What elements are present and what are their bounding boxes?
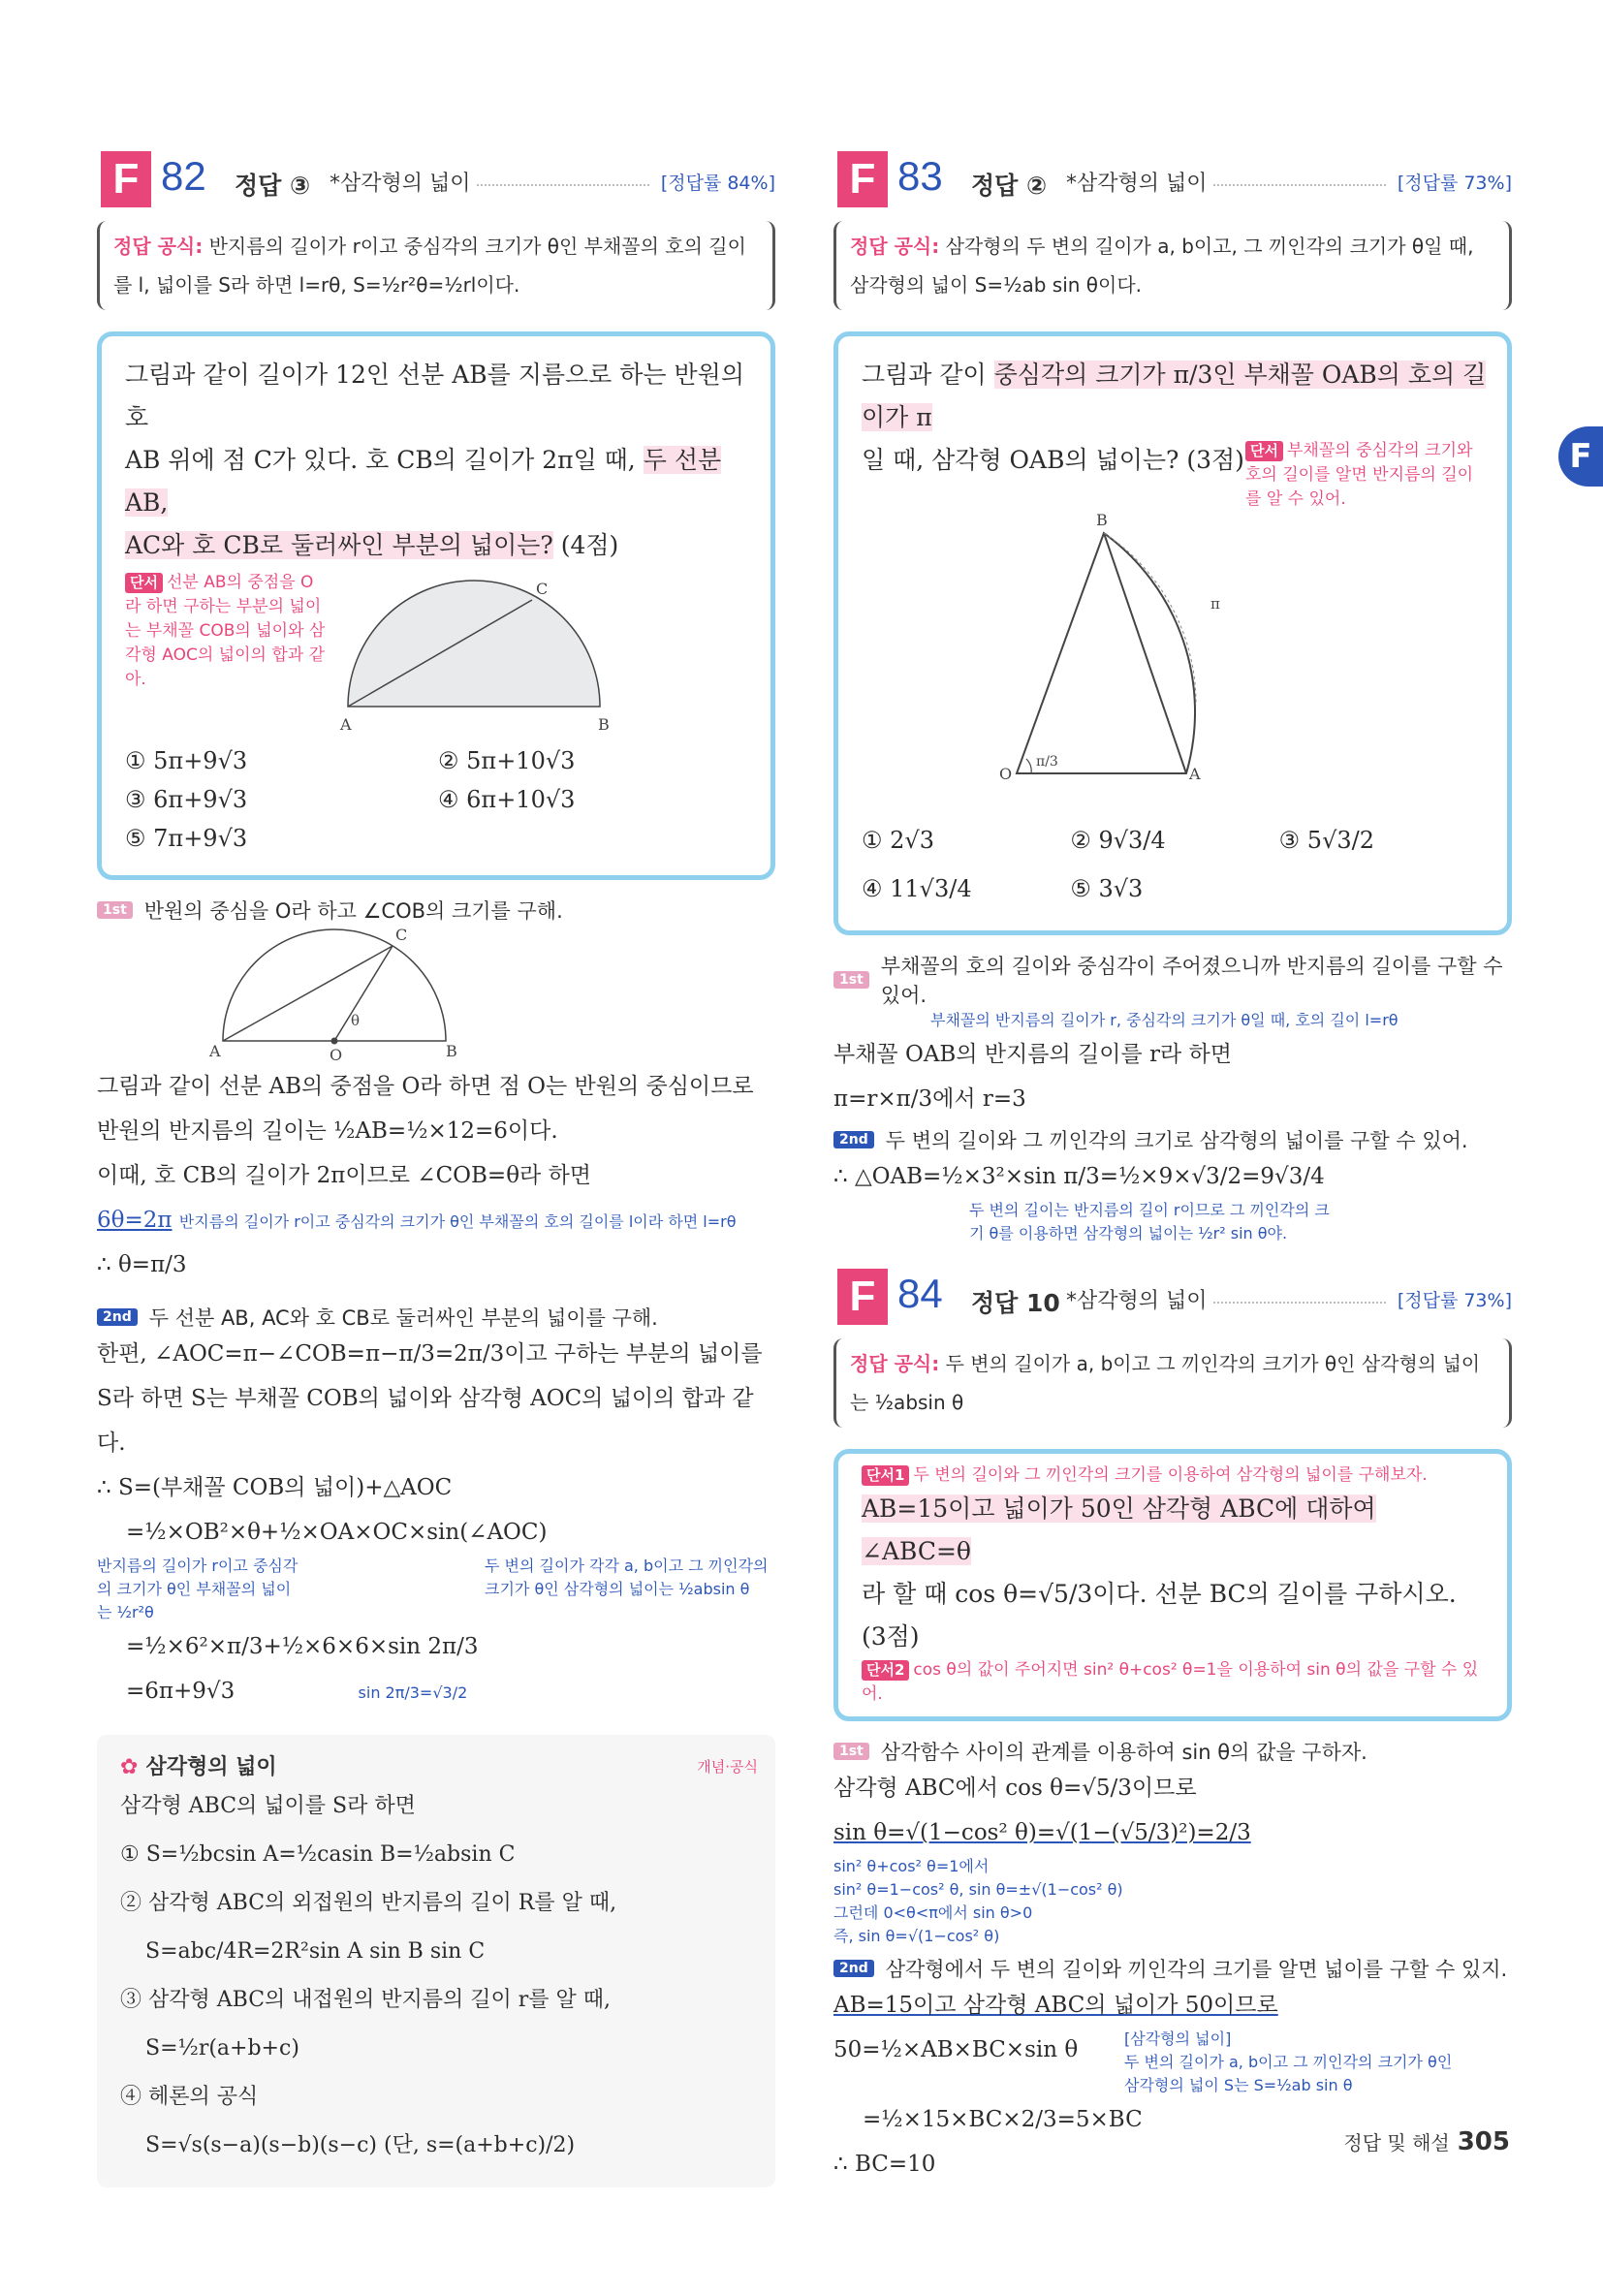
q82-step1-text: 반원의 중심을 O라 하고 ∠COB의 크기를 구해. xyxy=(143,899,563,923)
q84-step1-text: 삼각함수 사이의 관계를 이용하여 sin θ의 값을 구하자. xyxy=(880,1741,1367,1764)
q83-topic: *삼각형의 넓이 xyxy=(1066,172,1208,196)
q83-dotted-line xyxy=(1213,184,1386,186)
side-tab-f: F xyxy=(1558,426,1603,487)
q82-answer: 정답 ③ xyxy=(235,172,311,200)
q83-sol-line2: π=r×π/3에서 r=3 xyxy=(833,1086,1026,1112)
q82-sol9-note2: 두 변의 길이가 각각 a, b이고 그 끼인각의 크기가 θ인 삼각형의 넓이는 ½absin θ xyxy=(485,1557,769,1598)
q84-sol-line3: AB=15이고 삼각형 ABC의 넓이가 50이므로 xyxy=(833,1993,1278,2018)
q83-badge: F xyxy=(837,151,888,207)
q82-sol-line4 xyxy=(97,1198,775,1242)
q83-header xyxy=(833,145,1512,215)
q83-rate: [정답률 73%] xyxy=(1397,173,1512,194)
page-number: 305 xyxy=(1457,2127,1510,2156)
q82-formula-text: 반지름의 길이가 r이고 중심각의 크기가 θ인 부채꼴의 호의 길이를 l, 넓이를 S라 하면 l=rθ, S=½r²θ=½rl이다. xyxy=(113,235,746,297)
q82-hint xyxy=(125,571,329,736)
q83-step2-tag: 2nd xyxy=(833,1131,874,1148)
q83-problem-highlight: 중심각의 크기가 π/3인 부채꼴 OAB의 호의 길이가 π xyxy=(862,361,1487,431)
q82-badge: F xyxy=(101,151,151,207)
q82-choice-4[interactable]: ④ 6π+10√3 xyxy=(438,786,576,813)
q84-problem-highlight: AB=15이고 넓이가 50인 삼각형 ABC에 대하여 ∠ABC=θ xyxy=(862,1494,1376,1565)
q82-sol11-eq: =6π+9√3 xyxy=(126,1679,236,1704)
question-82 xyxy=(97,145,775,2187)
q84-sol2-note3: 그런데 0<θ<π에서 sin θ>0 xyxy=(833,1903,1033,1922)
q82-sol-line2: 반원의 반지름의 길이는 ½AB=½×12=6이다. xyxy=(97,1118,558,1144)
q82-choice-3[interactable]: ③ 6π+9√3 xyxy=(125,786,248,813)
q82-choices xyxy=(125,741,751,858)
q83-step1 xyxy=(833,951,1512,1009)
q82-sol9-note1: 반지름의 길이가 r이고 중심각의 크기가 θ인 부채꼴의 넓이는 ½r²θ xyxy=(97,1557,299,1621)
q83-formula-label: 정답 공식: xyxy=(850,235,940,258)
q82-step2 xyxy=(97,1303,775,1332)
flower-icon: ✿ xyxy=(120,1755,139,1779)
q83-sol-line1: 부채꼴 OAB의 반지름의 길이를 r라 하면 xyxy=(833,1042,1232,1067)
q84-sol-line1: 삼각형 ABC에서 cos θ=√5/3이므로 xyxy=(833,1776,1197,1801)
q82-formula-box xyxy=(97,221,775,310)
q82-label-a: A xyxy=(340,715,352,734)
q84-step1-tag: 1st xyxy=(833,1743,869,1760)
q82-choice-5[interactable]: ⑤ 7π+9√3 xyxy=(125,825,248,852)
q82-sol-label-theta: θ xyxy=(351,1012,361,1029)
q83-label-a: A xyxy=(1189,765,1201,783)
q82-solution-part2 xyxy=(97,1332,775,1714)
q82-sol-line5: ∴ θ=π/3 xyxy=(97,1252,187,1277)
q84-hint2-text: cos θ의 값이 주어지면 sin² θ+cos² θ=1을 이용하여 sin θ의 값을 구할 수 있어. xyxy=(862,1660,1479,1704)
q82-problem-points: (4점) xyxy=(560,531,619,559)
q82-sol-line1: 그림과 같이 선분 AB의 중점을 O라 하면 점 O는 반원의 중심이므로 xyxy=(97,1074,754,1099)
q82-sol-line11 xyxy=(97,1669,775,1714)
q82-hint-tag: 단서 xyxy=(125,573,163,593)
concept-intro: 삼각형 ABC의 넓이를 S라 하면 xyxy=(120,1794,416,1818)
q83-problem-line1 xyxy=(862,354,1488,439)
q82-problem-line2-text: AB 위에 점 C가 있다. 호 CB의 길이가 2π일 때, xyxy=(125,446,636,474)
q84-step2 xyxy=(833,1954,1512,1983)
q82-problem-line1: 그림과 같이 길이가 12인 선분 AB를 지름으로 하는 반원의 호 xyxy=(125,361,744,431)
q82-sol-line3: 이때, 호 CB의 길이가 2π이므로 ∠COB=θ라 하면 xyxy=(97,1163,592,1188)
q83-choice-4[interactable]: ④ 11√3/4 xyxy=(862,875,972,902)
q84-sol3-note-title: [삼각형의 넓이] xyxy=(1124,2029,1232,2048)
question-83 xyxy=(833,145,1512,1245)
q84-topic: *삼각형의 넓이 xyxy=(1066,1289,1208,1313)
q84-rate: [정답률 73%] xyxy=(1397,1290,1512,1311)
q82-concept-box xyxy=(97,1735,775,2187)
q84-formula-label: 정답 공식: xyxy=(850,1352,940,1375)
q82-sol4-eq: 6θ=2π xyxy=(97,1208,173,1233)
q83-hint xyxy=(1245,439,1488,512)
concept-tag: 개념·공식 xyxy=(697,1758,758,1776)
q83-choice-3[interactable]: ③ 5√3/2 xyxy=(1278,827,1374,854)
q84-problem-line2: 라 할 때 cos θ=√5/3이다. 선분 BC의 길이를 구하시오. (3점) xyxy=(862,1580,1457,1651)
q84-dotted-line xyxy=(1213,1302,1386,1304)
q82-dotted-line xyxy=(477,184,649,186)
q82-sol9-notes xyxy=(97,1555,775,1624)
q82-problem-line2 xyxy=(125,439,751,524)
q83-choice-2[interactable]: ② 9√3/4 xyxy=(1070,827,1166,854)
q84-sol-line6: ∴ BC=10 xyxy=(833,2152,936,2177)
q84-hint1 xyxy=(862,1463,1488,1488)
q84-header xyxy=(833,1263,1512,1333)
q82-formula-label: 정답 공식: xyxy=(113,235,204,258)
q84-step2-text: 삼각형에서 두 변의 길이와 끼인각의 크기를 알면 넓이를 구할 수 있지. xyxy=(885,1958,1508,1981)
q82-number: 82 xyxy=(161,153,206,199)
q83-problem-line2-row xyxy=(862,439,1488,512)
q83-solution-part2 xyxy=(833,1154,1512,1245)
q82-label-c: C xyxy=(536,580,549,598)
q83-solution-part1 xyxy=(833,1032,1512,1121)
q82-sol-label-a: A xyxy=(209,1042,221,1060)
q83-step2-text: 두 변의 길이와 그 끼인각의 크기로 삼각형의 넓이를 구할 수 있어. xyxy=(885,1129,1468,1152)
q83-label-arc: π xyxy=(1210,595,1220,613)
q82-step2-text: 두 선분 AB, AC와 호 CB로 둘러싸인 부분의 넓이를 구해. xyxy=(148,1306,658,1330)
q84-sol-line4: 50=½×AB×BC×sin θ xyxy=(833,2037,1079,2062)
q84-sol-line4-row xyxy=(833,2028,1512,2097)
q82-sol4-note: 반지름의 길이가 r이고 중심각의 크기가 θ인 부채꼴의 호의 길이를 l이라 하면 l=rθ xyxy=(178,1212,737,1231)
q83-label-o: O xyxy=(999,765,1013,783)
q83-formula-text: 삼각형의 두 변의 길이가 a, b이고, 그 끼인각의 크기가 θ일 때, 삼각형의 넓이 S=½ab sin θ이다. xyxy=(850,235,1474,297)
concept-item2-formula: S=abc/4R=2R²sin A sin B sin C xyxy=(145,1939,486,1964)
q84-sol-line2: sin θ=√(1−cos² θ)=√(1−(√5/3)²)=2/3 xyxy=(833,1820,1251,1845)
q82-sol-line8: ∴ S=(부채꼴 COB의 넓이)+△AOC xyxy=(97,1475,453,1500)
q82-label-b: B xyxy=(598,715,610,734)
q83-problem-line1-text: 그림과 같이 xyxy=(862,361,987,389)
q82-sol-label-o: O xyxy=(330,1046,343,1060)
q82-topic: *삼각형의 넓이 xyxy=(330,172,471,196)
q84-hint1-text: 두 변의 길이와 그 끼인각의 크기를 이용하여 삼각형의 넓이를 구해보자. xyxy=(913,1465,1428,1485)
q82-semicircle-figure xyxy=(329,571,619,736)
q82-rate: [정답률 84%] xyxy=(660,173,775,194)
q82-figure-row xyxy=(125,571,751,736)
q84-sol3-note2: 삼각형의 넓이 S는 S=½ab sin θ xyxy=(1124,2076,1353,2094)
q82-sol-label-b: B xyxy=(446,1042,457,1060)
q84-hint2 xyxy=(862,1658,1488,1707)
q83-choices xyxy=(862,816,1488,913)
concept-item1: ① S=½bcsin A=½casin B=½absin C xyxy=(120,1842,516,1867)
q82-choice-2[interactable]: ② 5π+10√3 xyxy=(438,747,576,774)
q82-sol11-note: sin 2π/3=√3/2 xyxy=(358,1683,468,1702)
q83-step1-note: 부채꼴의 반지름의 길이가 r, 중심각의 크기가 θ일 때, 호의 길이 l=rθ xyxy=(930,1011,1399,1029)
q83-formula-box xyxy=(833,221,1512,310)
q84-formula-text: 두 변의 길이가 a, b이고 그 끼인각의 크기가 θ인 삼각형의 넓이는 ½absin θ xyxy=(850,1352,1481,1414)
q84-sol2-note4: 즉, sin θ=√(1−cos² θ) xyxy=(833,1927,1000,1945)
q83-sol-line3: ∴ △OAB=½×3²×sin π/3=½×9×√3/2=9√3/4 xyxy=(833,1164,1325,1189)
question-84 xyxy=(833,1263,1512,2186)
q84-step1 xyxy=(833,1737,1512,1766)
q83-hint-text: 부채꼴의 중심각의 크기와 호의 길이를 알면 반지름의 길이를 알 수 있어. xyxy=(1245,441,1474,509)
concept-title-text: 삼각형의 넓이 xyxy=(145,1755,277,1779)
q82-problem-highlight2: AC와 호 CB로 둘러싸인 부분의 넓이는? xyxy=(125,531,553,559)
q83-sol3-note: 두 변의 길이는 반지름의 길이 r이므로 그 끼인각의 크기 θ를 이용하면 삼각형의 넓이는 ½r² sin θ야. xyxy=(969,1201,1330,1242)
q82-problem-highlight1: 두 선분 AB, xyxy=(125,446,722,517)
concept-title xyxy=(120,1750,752,1780)
q84-sol2-note1: sin² θ+cos² θ=1에서 xyxy=(833,1857,990,1875)
q82-sol-line9: =½×OB²×θ+½×OA×OC×sin(∠AOC) xyxy=(126,1520,548,1545)
q84-hint1-tag: 단서1 xyxy=(862,1465,909,1486)
footer-label: 정답 및 해설 xyxy=(1343,2131,1450,2154)
q83-sector-figure xyxy=(862,512,1482,802)
q83-step1-text: 부채꼴의 호의 길이와 중심각이 주어졌으니까 반지름의 길이를 구할 수 있어. xyxy=(880,955,1503,1007)
q82-solution-part1 xyxy=(97,1064,775,1287)
q84-step2-tag: 2nd xyxy=(833,1960,874,1977)
q84-badge: F xyxy=(837,1269,888,1325)
concept-item4: ④ 헤론의 공식 xyxy=(120,2085,259,2109)
q82-step1-tag: 1st xyxy=(97,901,133,919)
q82-sol-label-c: C xyxy=(395,926,408,944)
q84-sol-line5: =½×15×BC×2/3=5×BC xyxy=(863,2107,1143,2132)
q82-hint-text: 선분 AB의 중점을 O라 하면 구하는 부분의 넓이는 부채꼴 COB의 넓이와 삼각형 AOC의 넓이의 합과 같아. xyxy=(125,573,326,689)
q84-sol3-notes xyxy=(1124,2028,1452,2097)
q83-hint-tag: 단서 xyxy=(1245,441,1283,461)
concept-item3: ③ 삼각형 ABC의 내접원의 반지름의 길이 r를 알 때, xyxy=(120,1988,612,2012)
q84-sol2-note2: sin² θ=1−cos² θ, sin θ=±√(1−cos² θ) xyxy=(833,1880,1123,1899)
q83-answer: 정답 ② xyxy=(971,172,1048,200)
q83-label-angle: π/3 xyxy=(1036,754,1058,770)
q84-formula-box xyxy=(833,1338,1512,1428)
q82-choice-1[interactable]: ① 5π+9√3 xyxy=(125,747,248,774)
page-footer xyxy=(1343,2127,1510,2156)
q84-problem-box xyxy=(833,1449,1512,1721)
q84-answer: 정답 10 xyxy=(971,1289,1060,1317)
q82-solution-figure xyxy=(97,925,775,1060)
q82-sol-line10: =½×6²×π/3+½×6×6×sin 2π/3 xyxy=(126,1634,479,1659)
q82-step1 xyxy=(97,896,775,925)
q83-label-b: B xyxy=(1096,512,1108,529)
right-column xyxy=(833,145,1512,2186)
q84-problem-line1 xyxy=(862,1488,1488,1573)
q82-header xyxy=(97,145,775,215)
q84-sol3-note1: 두 변의 길이가 a, b이고 그 끼인각의 크기가 θ인 xyxy=(1124,2053,1453,2071)
q82-problem-box xyxy=(97,331,775,880)
q83-choice-5[interactable]: ⑤ 3√3 xyxy=(1070,875,1144,902)
q84-solution-part1 xyxy=(833,1766,1512,1948)
q82-sol-line6: 한편, ∠AOC=π−∠COB=π−π/3=2π/3이고 구하는 부분의 넓이를 xyxy=(97,1341,763,1367)
q82-step2-tag: 2nd xyxy=(97,1308,138,1326)
q83-step1-tag: 1st xyxy=(833,971,869,989)
concept-item3-formula: S=½r(a+b+c) xyxy=(145,2036,299,2060)
q83-step2 xyxy=(833,1125,1512,1154)
q83-choice-1[interactable]: ① 2√3 xyxy=(862,827,934,854)
q84-number: 84 xyxy=(897,1271,943,1316)
concept-item2: ② 삼각형 ABC의 외접원의 반지름의 길이 R를 알 때, xyxy=(120,1891,617,1915)
concept-item4-formula: S=√s(s−a)(s−b)(s−c) (단, s=(a+b+c)/2) xyxy=(145,2133,576,2157)
q82-problem-line3 xyxy=(125,524,751,567)
q83-number: 83 xyxy=(897,153,943,199)
q83-problem-line2: 일 때, 삼각형 OAB의 넓이는? (3점) xyxy=(862,446,1244,474)
q83-problem-box xyxy=(833,331,1512,935)
q84-hint2-tag: 단서2 xyxy=(862,1660,909,1681)
q82-sol-line7: S라 하면 S는 부채꼴 COB의 넓이와 삼각형 AOC의 넓이의 합과 같다. xyxy=(97,1386,754,1456)
